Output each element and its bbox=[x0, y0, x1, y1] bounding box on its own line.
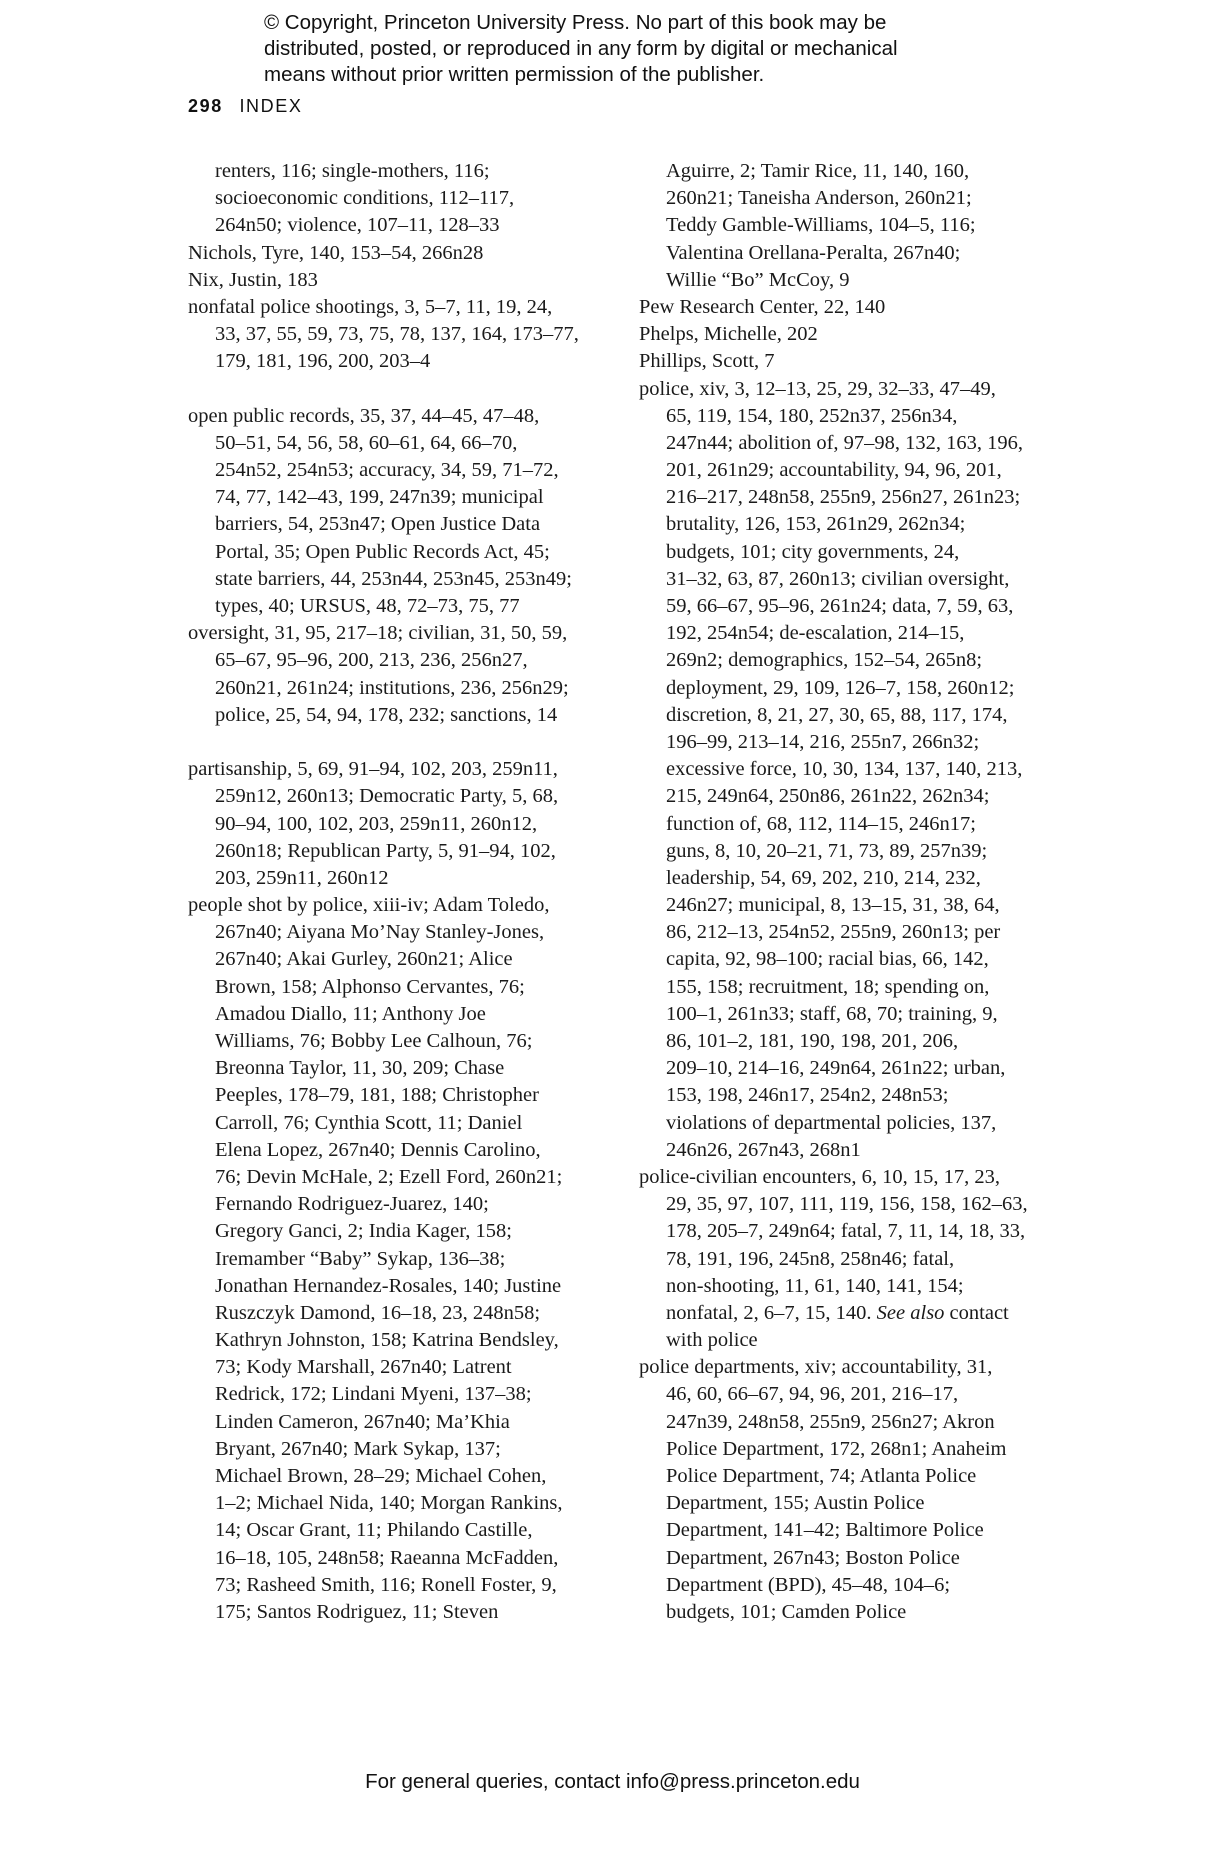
index-subline: 201, 261n29; accountability, 94, 96, 201, bbox=[666, 459, 1002, 482]
index-subline: Linden Cameron, 267n40; Ma’Khia bbox=[215, 1410, 510, 1433]
copyright-line: © Copyright, Princeton University Press. No part of this book may be bbox=[264, 11, 887, 34]
see-also-reference: See also bbox=[876, 1301, 945, 1324]
index-entry: Pew Research Center, 22, 140 bbox=[639, 295, 886, 318]
index-subline: 73; Rasheed Smith, 116; Ronell Foster, 9, bbox=[215, 1573, 557, 1596]
index-subline: 260n21; Taneisha Anderson, 260n21; bbox=[666, 187, 972, 210]
copyright-line: distributed, posted, or reproduced in any form by digital or mechanical bbox=[264, 37, 898, 60]
index-subline: non-shooting, 11, 61, 140, 141, 154; bbox=[666, 1274, 964, 1297]
index-subline: 267n40; Aiyana Mo’Nay Stanley-Jones, bbox=[215, 921, 545, 944]
index-entry: nonfatal police shootings, 3, 5–7, 11, 19, 24, bbox=[188, 295, 553, 318]
index-entry: police-civilian encounters, 6, 10, 15, 17, 23, bbox=[639, 1165, 1000, 1188]
index-subline: Department (BPD), 45–48, 104–6; bbox=[666, 1573, 951, 1596]
index-subline: 259n12, 260n13; Democratic Party, 5, 68, bbox=[215, 785, 559, 808]
index-subline: 267n40; Akai Gurley, 260n21; Alice bbox=[215, 948, 513, 971]
index-subline: socioeconomic conditions, 112–117, bbox=[215, 187, 515, 210]
index-subline: police, 25, 54, 94, 178, 232; sanctions, 14 bbox=[215, 703, 558, 726]
index-subline: 74, 77, 142–43, 199, 247n39; municipal bbox=[215, 486, 544, 509]
index-subline: 65, 119, 154, 180, 252n37, 256n34, bbox=[666, 404, 958, 427]
index-subline: 254n52, 254n53; accuracy, 34, 59, 71–72, bbox=[215, 459, 559, 482]
index-subline: 264n50; violence, 107–11, 128–33 bbox=[215, 214, 500, 237]
index-subline: Carroll, 76; Cynthia Scott, 11; Daniel bbox=[215, 1111, 523, 1134]
index-subline: 209–10, 214–16, 249n64, 261n22; urban, bbox=[666, 1057, 1006, 1080]
index-subline: nonfatal, 2, 6–7, 15, 140. See also contact bbox=[666, 1301, 1009, 1324]
index-column-right bbox=[639, 158, 1079, 1626]
section-title: INDEX bbox=[239, 96, 303, 116]
index-subline: 215, 249n64, 250n86, 261n22, 262n34; bbox=[666, 785, 990, 808]
index-subline: Teddy Gamble-Williams, 104–5, 116; bbox=[666, 214, 976, 237]
index-subline: 59, 66–67, 95–96, 261n24; data, 7, 59, 63, bbox=[666, 595, 1014, 617]
index-subline: 153, 198, 246n17, 254n2, 248n53; bbox=[666, 1084, 949, 1107]
index-subline: 50–51, 54, 56, 58, 60–61, 64, 66–70, bbox=[215, 431, 518, 454]
index-subline: 247n39, 248n58, 255n9, 256n27; Akron bbox=[666, 1410, 995, 1433]
index-subline: Willie “Bo” McCoy, 9 bbox=[666, 268, 850, 291]
index-subline: 65–67, 95–96, 200, 213, 236, 256n27, bbox=[215, 649, 528, 672]
index-subline: Fernando Rodriguez-Juarez, 140; bbox=[215, 1193, 489, 1216]
index-subline: budgets, 101; Camden Police bbox=[666, 1600, 907, 1623]
index-subline: barriers, 54, 253n47; Open Justice Data bbox=[215, 513, 541, 536]
index-subline: Redrick, 172; Lindani Myeni, 137–38; bbox=[215, 1383, 532, 1406]
index-subline: 29, 35, 97, 107, 111, 119, 156, 158, 162–63, bbox=[666, 1193, 1028, 1216]
index-subline: with police bbox=[666, 1329, 758, 1352]
index-subline: 16–18, 105, 248n58; Raeanna McFadden, bbox=[215, 1546, 559, 1569]
index-entry: Nix, Justin, 183 bbox=[188, 268, 318, 291]
index-entry: Nichols, Tyre, 140, 153–54, 266n28 bbox=[188, 241, 484, 264]
index-subline: 155, 158; recruitment, 18; spending on, bbox=[666, 975, 990, 998]
index-subline: Department, 141–42; Baltimore Police bbox=[666, 1519, 984, 1542]
index-subline: Police Department, 172, 268n1; Anaheim bbox=[666, 1437, 1007, 1460]
index-subline: 179, 181, 196, 200, 203–4 bbox=[215, 350, 431, 373]
index-entry: partisanship, 5, 69, 91–94, 102, 203, 259n11, bbox=[188, 758, 558, 781]
index-subline: 178, 205–7, 249n64; fatal, 7, 11, 14, 18, 33, bbox=[666, 1220, 1026, 1243]
index-subline: 1–2; Michael Nida, 140; Morgan Rankins, bbox=[215, 1492, 563, 1515]
index-subline: renters, 116; single-mothers, 116; bbox=[215, 160, 490, 182]
index-subline: Williams, 76; Bobby Lee Calhoun, 76; bbox=[215, 1030, 533, 1052]
index-subline: 175; Santos Rodriguez, 11; Steven bbox=[215, 1600, 499, 1623]
index-subline: 90–94, 100, 102, 203, 259n11, 260n12, bbox=[215, 812, 538, 835]
index-subline: 86, 101–2, 181, 190, 198, 201, 206, bbox=[666, 1030, 959, 1052]
index-subline: Michael Brown, 28–29; Michael Cohen, bbox=[215, 1465, 547, 1487]
index-subline: Ruszczyk Damond, 16–18, 23, 248n58; bbox=[215, 1301, 541, 1324]
index-spacer bbox=[188, 729, 628, 756]
copyright-notice bbox=[264, 10, 1024, 88]
copyright-line: means without prior written permission of the publisher. bbox=[264, 63, 765, 86]
index-subline: 31–32, 63, 87, 260n13; civilian oversight, bbox=[666, 567, 1010, 590]
index-subline: Bryant, 267n40; Mark Sykap, 137; bbox=[215, 1437, 501, 1460]
index-subline: 192, 254n54; de-escalation, 214–15, bbox=[666, 622, 965, 645]
index-subline: violations of departmental policies, 137, bbox=[666, 1111, 997, 1134]
index-entry: police, xiv, 3, 12–13, 25, 29, 32–33, 47–49, bbox=[639, 377, 996, 400]
index-entry: police departments, xiv; accountability, 31, bbox=[639, 1356, 993, 1379]
index-subline: Department, 155; Austin Police bbox=[666, 1492, 925, 1515]
index-column-left bbox=[188, 158, 628, 1626]
index-subline: leadership, 54, 69, 202, 210, 214, 232, bbox=[666, 866, 981, 889]
index-subline: Kathryn Johnston, 158; Katrina Bendsley, bbox=[215, 1329, 559, 1352]
index-entry: Phelps, Michelle, 202 bbox=[639, 323, 818, 346]
index-subline: 269n2; demographics, 152–54, 265n8; bbox=[666, 649, 983, 672]
index-subline: deployment, 29, 109, 126–7, 158, 260n12; bbox=[666, 676, 1015, 699]
index-subline: 196–99, 213–14, 216, 255n7, 266n32; bbox=[666, 730, 980, 753]
index-entry: open public records, 35, 37, 44–45, 47–48, bbox=[188, 404, 540, 427]
see-also-target: contact bbox=[944, 1301, 1009, 1324]
index-spacer bbox=[188, 376, 628, 403]
index-subline: guns, 8, 10, 20–21, 71, 73, 89, 257n39; bbox=[666, 839, 988, 862]
index-subline: function of, 68, 112, 114–15, 246n17; bbox=[666, 812, 976, 835]
index-subline: state barriers, 44, 253n44, 253n45, 253n49; bbox=[215, 567, 572, 590]
running-head bbox=[188, 96, 302, 117]
index-subline: 260n18; Republican Party, 5, 91–94, 102, bbox=[215, 839, 556, 862]
index-subline: discretion, 8, 21, 27, 30, 65, 88, 117, 174, bbox=[666, 703, 1008, 726]
index-subline: Amadou Diallo, 11; Anthony Joe bbox=[215, 1002, 486, 1025]
index-subline: 246n27; municipal, 8, 13–15, 31, 38, 64, bbox=[666, 894, 1000, 917]
index-subline: 33, 37, 55, 59, 73, 75, 78, 137, 164, 173–77, bbox=[215, 323, 579, 346]
index-entry: oversight, 31, 95, 217–18; civilian, 31, 50, 59, bbox=[188, 622, 568, 645]
index-subline: 100–1, 261n33; staff, 68, 70; training, 9, bbox=[666, 1002, 998, 1025]
index-subline: 247n44; abolition of, 97–98, 132, 163, 196, bbox=[666, 431, 1024, 454]
index-subline: capita, 92, 98–100; racial bias, 66, 142, bbox=[666, 948, 989, 971]
index-subline: budgets, 101; city governments, 24, bbox=[666, 540, 960, 563]
index-subline: 14; Oscar Grant, 11; Philando Castille, bbox=[215, 1519, 533, 1542]
index-subline: Elena Lopez, 267n40; Dennis Carolino, bbox=[215, 1138, 541, 1161]
index-entry: people shot by police, xiii-iv; Adam Toledo, bbox=[188, 894, 550, 917]
page-number: 298 bbox=[188, 96, 223, 116]
index-subline: Valentina Orellana-Peralta, 267n40; bbox=[666, 241, 961, 264]
index-subline: 73; Kody Marshall, 267n40; Latrent bbox=[215, 1356, 512, 1379]
index-subline: types, 40; URSUS, 48, 72–73, 75, 77 bbox=[215, 595, 520, 617]
index-subline: 76; Devin McHale, 2; Ezell Ford, 260n21; bbox=[215, 1165, 563, 1188]
index-subline: 46, 60, 66–67, 94, 96, 201, 216–17, bbox=[666, 1383, 959, 1406]
index-entry: Phillips, Scott, 7 bbox=[639, 350, 775, 373]
index-subline: Jonathan Hernandez-Rosales, 140; Justine bbox=[215, 1274, 562, 1297]
index-subline: Portal, 35; Open Public Records Act, 45; bbox=[215, 540, 550, 563]
index-subline: 246n26, 267n43, 268n1 bbox=[666, 1138, 861, 1161]
index-subline: Peeples, 178–79, 181, 188; Christopher bbox=[215, 1084, 539, 1107]
index-subline: 203, 259n11, 260n12 bbox=[215, 866, 389, 889]
index-subline: Aguirre, 2; Tamir Rice, 11, 140, 160, bbox=[666, 160, 970, 182]
index-subline: Breonna Taylor, 11, 30, 209; Chase bbox=[215, 1057, 505, 1080]
index-subline: Iremamber “Baby” Sykap, 136–38; bbox=[215, 1247, 506, 1270]
index-subline: Department, 267n43; Boston Police bbox=[666, 1546, 960, 1569]
index-subline: Gregory Ganci, 2; India Kager, 158; bbox=[215, 1220, 512, 1243]
index-subline: 216–217, 248n58, 255n9, 256n27, 261n23; bbox=[666, 486, 1021, 509]
index-subline: excessive force, 10, 30, 134, 137, 140, 213, bbox=[666, 758, 1023, 781]
index-subline: 260n21, 261n24; institutions, 236, 256n29; bbox=[215, 676, 569, 699]
index-subline: 86, 212–13, 254n52, 255n9, 260n13; per bbox=[666, 921, 1001, 944]
index-subline: 78, 191, 196, 245n8, 258n46; fatal, bbox=[666, 1247, 955, 1270]
footer-contact: For general queries, contact info@press.princeton.edu bbox=[365, 1770, 860, 1793]
index-subline: Police Department, 74; Atlanta Police bbox=[666, 1465, 977, 1487]
index-subline: brutality, 126, 153, 261n29, 262n34; bbox=[666, 513, 966, 536]
index-subline: Brown, 158; Alphonso Cervantes, 76; bbox=[215, 975, 525, 998]
